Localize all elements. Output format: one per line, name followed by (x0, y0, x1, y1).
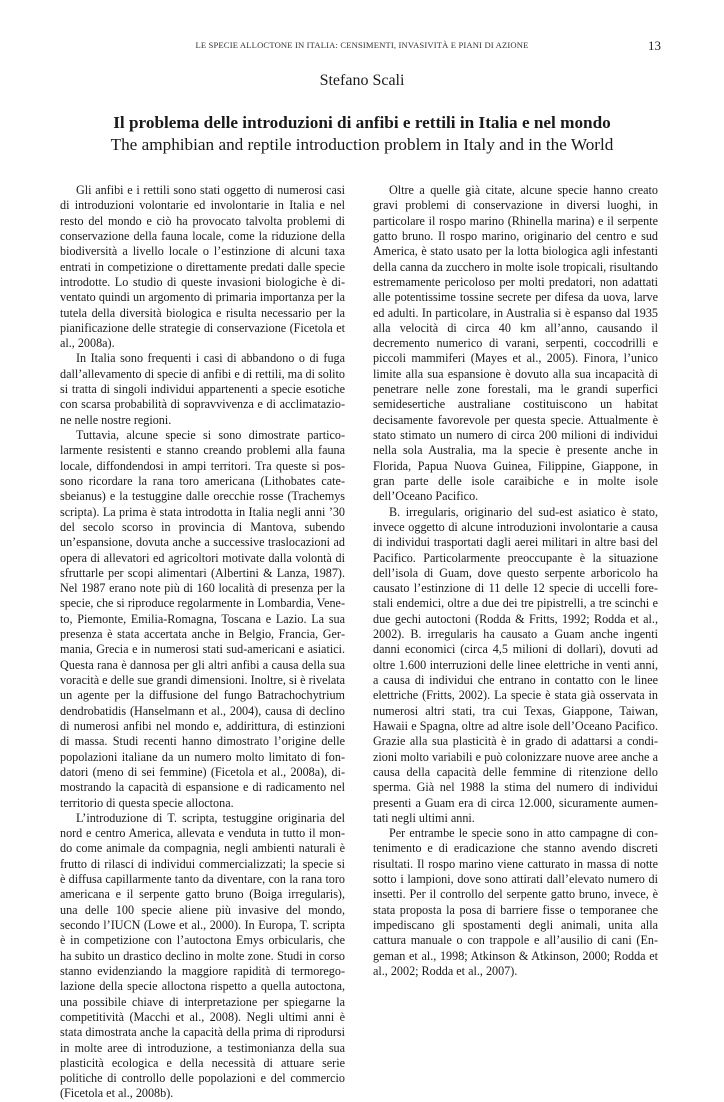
page-number: 13 (648, 38, 661, 53)
paragraph-1: Gli anfibi e i rettili sono stati oggetto di numerosi casi di introduzioni volontarie ed involontarie in Italia e nel resto del mondo e ciò ha provocato talvolta problemi di conservazione della fauna locale, come la riduzione della biodiversità a livello locale o l’estinzione di alcuni taxa entrati in competizione o direttamente predati dalle specie introdotte. Lo studio di queste invasioni biologiche è diventato quindi un argomento di primaria importanza per la tutela della diversità biologica e risulta necessario per la pianificazione delle strategie di conservazione (Ficetola et al., 2008a). (60, 183, 345, 351)
title-italian: Il problema delle introduzioni di anfibi e rettili in Italia e nel mondo (113, 113, 611, 132)
paragraph-5: Oltre a quelle già citate, alcune specie hanno creato gravi problemi di conservazione in diversi luoghi, in particolare il rospo marino (Rhinella marina) e il serpente gatto bruno. Il rospo marino, originario del centro e sud America, è stato usato per la lotta biologica agli infestanti della canna da zucchero in molte isole tropicali, risultando estremamente pericoloso per molti predatori, non adattati alle potentissime tossine secrete per difesa da uova, larve ed adulti. In particolare, in Australia si è espanso dal 1935 alla velocità di circa 40 km all’anno, causando il decremento numerico di varani, serpenti, coccodrilli e piccoli mammiferi (Mayes et al., 2005). Finora, l’unico limite alla sua espansione è dovuto alla sua incapacità di penetrare nelle zone forestali, ma le grandi superfici semidesertiche australiane costituiscono un habitat decisamente favorevole per questa specie. Attualmente è stato stimato un numero di circa 200 milioni di individui nella sola Australia, ma la specie è presente anche in Florida, Papua Nuova Guinea, Filippine, Giappone, in gran parte delle isole caraibiche e in molte isole dell’Oceano Pacifico. (373, 183, 658, 504)
right-column (373, 183, 658, 979)
paragraph-3: Tuttavia, alcune specie si sono dimostrate particolarmente resistenti e stanno creando problemi alla fauna locale, diffondendosi in ampi territori. Tra queste si possono ricordare la rana toro americana (Lithobates catesbeianus) e la testuggine dalle orecchie rosse (Trachemys scripta). La prima è stata introdotta in Italia negli anni ’30 del secolo scorso in provincia di Mantova, subendo un’espansione, dovuta anche a successive traslocazioni ad opera di allevatori ed agricoltori motivate dalla volontà di sfruttarle per scopi alimentari (Albertini & Lanza, 1987). Nel 1987 erano note più di 160 località di presenza per la specie, che si riproduce regolarmente in Lombardia, Veneto, Piemonte, Emilia-Romagna, Toscana e Lazio. La sua presenza è stata accertata anche in Belgio, Francia, Germania, Grecia e in numerosi stati sud-americani e asiatici. Questa rana è dannosa per gli altri anfibi a causa della sua voracità e delle sue grandi dimensioni. Inoltre, si è rivelata un agente per la diffusione del fungo Batrachochytrium dendrobatidis (Hanselmann et al., 2004), causa di declino di numerosi anfibi nel mondo e, addirittura, di estinzioni di massa. Studi recenti hanno dimostrato l’origine delle popolazioni italiane da un numero molto limitato di fondatori (meno di sei femmine) (Ficetola et al., 2008a), dimostrando la capacità di espansione e di radicamento nel territorio di questa specie alloctona. (60, 428, 345, 810)
author-name: Stefano Scali (319, 72, 405, 89)
paragraph-2: In Italia sono frequenti i casi di abbandono o di fuga dall’allevamento di specie di anfibi e di rettili, ma di solito si tratta di singoli individui appartenenti a specie esotiche con scarsa probabilità di sopravvivenza e di acclimatazione nelle nostre regioni. (60, 351, 345, 427)
running-header: LE SPECIE ALLOCTONE IN ITALIA: CENSIMENTI, INVASIVITÀ E PIANI DI AZIONE (195, 40, 529, 50)
paragraph-6: B. irregularis, originario del sud-est asiatico è stato, invece oggetto di alcune introduzioni involontarie a causa di individui trasportati dagli aerei militari in altre basi del Pacifico. Particolarmente preoccupante è la situazione dell’isola di Guam, dove questo serpente arboricolo ha causato l’estinzione di 11 delle 12 specie di uccelli forestali endemici, oltre a due dei tre pipistrelli, a tre scinchi e due gechi autoctoni (Rodda & Fritts, 1992; Rodda et al., 2002). B. irregularis ha causato a Guam anche ingenti danni economici (circa 4,5 milioni di dollari), dovuti ad oltre 1.600 interruzioni delle linee elettriche in venti anni, a causa di individui che entrano in contatto con le linee elettriche (Fritts, 2002). La specie è stata già osservata in numerosi altri stati, tra cui Texas, Giappone, Taiwan, Hawaii e Spagna, oltre ad altre isole dell’Oceano Pacifico. Grazie alla sua plasticità è in grado di adattarsi a condizioni molto variabili e può colonizzare nuove aree anche a causa della capacità delle femmine di ritenzione dello sperma. Già nel 1988 la stima del numero di individui presenti a Guam era di circa 12.000, sicuramente aumentati negli ultimi anni. (373, 504, 658, 825)
paragraph-4: L’introduzione di T. scripta, testuggine originaria del nord e centro America, allevata e venduta in tutto il mondo come animale da compagnia, negli ambienti naturali è frutto di rilasci di individui commercializzati; la specie si è diffusa capillarmente tanto da diventare, con la rana toro americana e il serpente gatto bruno (Boiga irregularis), una delle 100 specie aliene più invasive del mondo, secondo l’IUCN (Lowe et al., 2000). In Europa, T. scripta è in competizione con l’autoctona Emys orbicularis, che ha subito un drastico declino in molte zone. Studi in corso stanno evidenziando la maggiore rapidità di termoregolazione della specie alloctona rispetto a quella autoctona, una possibile chiave di interpretazione per spiegarne la competitività (Macchi et al., 2008). Negli ultimi anni è stata dimostrata anche la capacità della prima di riprodursi in molte aree di introduzione, a testimonianza della sua plasticità ecologica e della necessità di attuare serie politiche di controllo delle popolazioni e del commercio (Ficetola et al., 2008b). (60, 810, 345, 1101)
title-english: The amphibian and reptile introduction problem in Italy and in the World (110, 135, 614, 154)
paragraph-7: Per entrambe le specie sono in atto campagne di contenimento e di eradicazione che stanno avendo discreti risultati. Il rospo marino viene catturato in massa di notte sotto i lampioni, dove sono attirati dall’elevato numero di insetti. Per il controllo del serpente gatto bruno, invece, è stata proposta la posa di barriere fisse o temporanee che impediscano gli spostamenti degli animali, unita alla cattura manuale o con trappole e all’ausilio di cani (Engeman et al., 1998; Atkinson & Atkinson, 2000; Rodda et al., 2002; Rodda et al., 2007). (373, 826, 658, 978)
left-column (60, 183, 345, 1102)
